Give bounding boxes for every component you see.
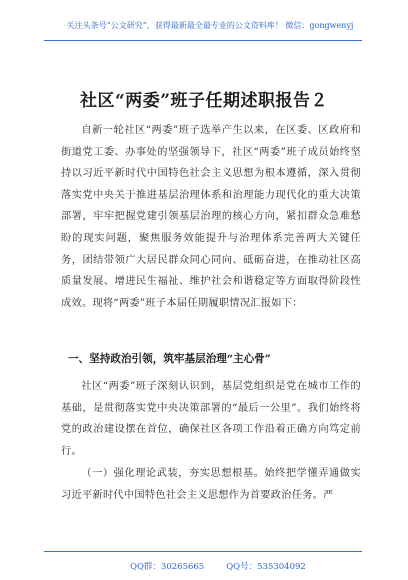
footer-rule [44, 551, 362, 552]
footer-qq-group: QQ群：30265665 [130, 562, 205, 572]
subsection-paragraph: （一）强化理论武装，夯实思想根基。始终把学懂弄通做实习近平新时代中国特色社会主义思想作为首要政治任务。严 [61, 468, 361, 501]
intro-paragraph: 自新一轮社区“两委”班子选举产生以来，在区委、区政府和街道党工委、办事处的坚强领导下，社区“两委”班子成员始终坚持以习近平新时代中国特色社会主义思想为根本遵循，深入贯彻落实党中央关于推进基层治理体系和治理能力现代化的重大决策部署，牢牢把握党建引领基层治理的核心方向，紧扣群众急难愁盼的现实问题，聚焦服务效能提升与治理体系完善两大关键任务，团结带领广大居民群众同心同向、砥砺奋进，在推动社区高质量发展、增进民生福祉、维护社会和谐稳定等方面取得阶段性成效。现将“两委”班子本届任期履职情况汇报如下： [61, 125, 361, 309]
document-title: 社区“两委”班子任期述职报告２ [79, 91, 329, 111]
section-paragraph: 社区“两委”班子深刻认识到，基层党组织是党在城市工作的基础，是贯彻落实党中央决策部署的“最后一公里”。我们始终将党的政治建设摆在首位，确保社区各项工作沿着正确方向笃定前行。 [61, 381, 361, 457]
footer-qq-number: QQ号：535304092 [226, 562, 306, 572]
footer [130, 560, 328, 572]
header-note: 关注头条号“公文研究”，获得最新最全最专业的公文资料库！ 微信：gongwenyj [66, 21, 354, 30]
section-heading: 一、坚持政治引领，筑牢基层治理“主心骨” [68, 353, 271, 365]
header-rule [44, 40, 362, 41]
